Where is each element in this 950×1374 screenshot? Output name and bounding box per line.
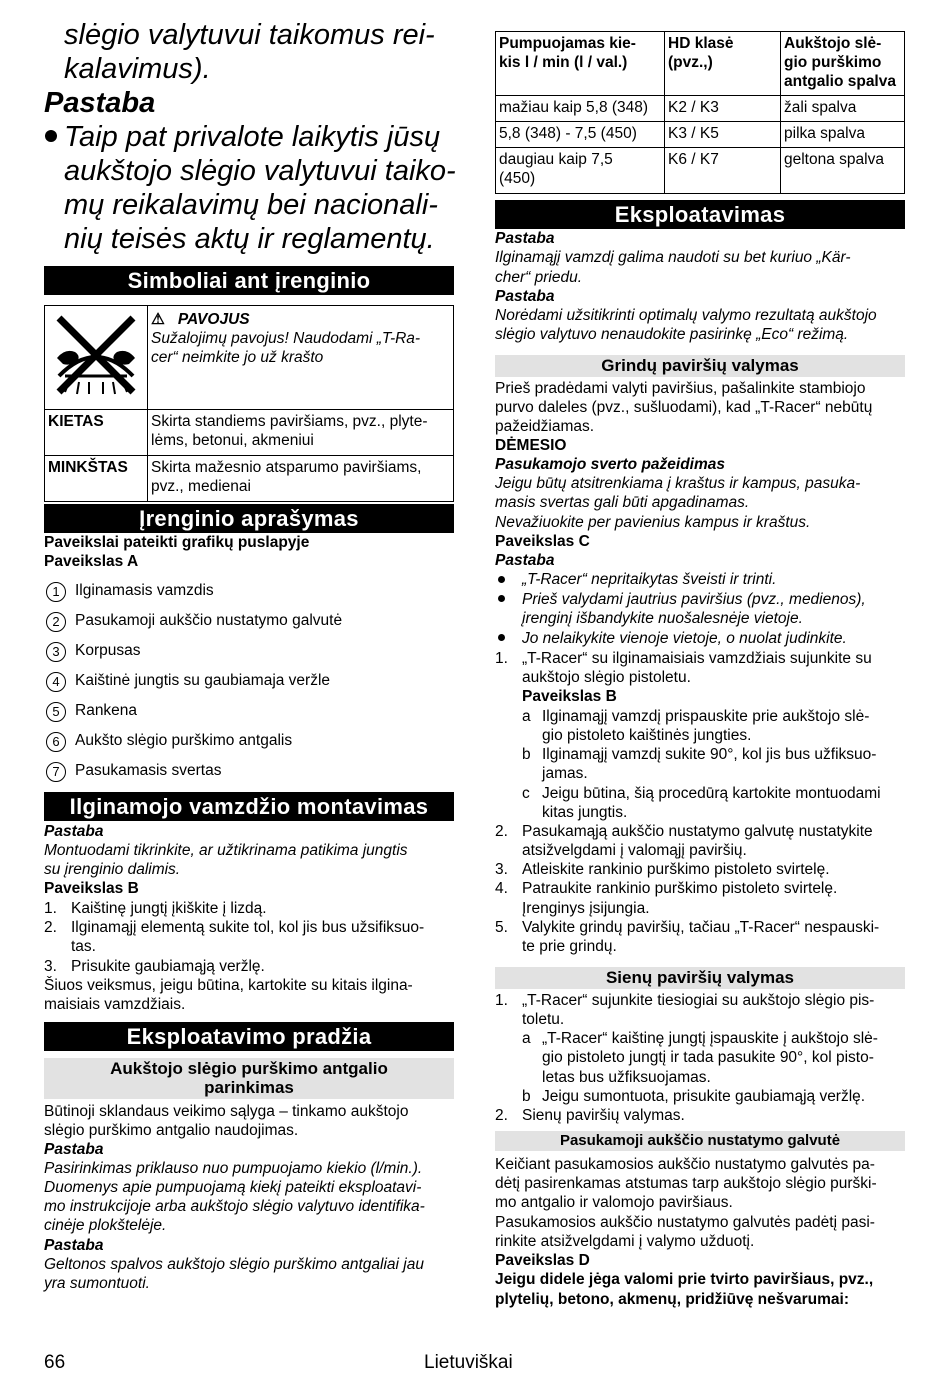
part-label: Ilginamasis vamzdis: [75, 582, 214, 599]
table-cell: mažiau kaip 5,8 (348): [496, 96, 665, 122]
danger-title: PAVOJUS: [177, 311, 250, 328]
table-cell: K2 / K3: [665, 96, 781, 122]
part-number-badge: 7: [46, 762, 66, 782]
step-text: „T-Racer“ su ilginamaisiais vamzdžiais sujunkite su: [522, 650, 872, 667]
section-heading-symbols: Simboliai ant įrenginio: [44, 266, 454, 295]
bold-instruction: plytelių, betono, akmenų, pridžiūvę nešvarumai:: [495, 1291, 849, 1308]
step-number: 2.: [495, 823, 508, 840]
intro-note-line: aukštojo slėgio valytuvui taiko-: [64, 155, 456, 187]
body-text: Šiuos veiksmus, jeigu būtina, kartokite su kitais ilgina-: [44, 977, 413, 994]
step-text: Patraukite rankinio purškimo pistoleto svirtelę.: [522, 880, 838, 897]
step-text: Sienų paviršių valymas.: [522, 1107, 685, 1124]
section-heading-operation: Eksploatavimas: [495, 200, 905, 229]
note-bullet-text: Jo nelaikykite vienoje vietoje, o nuolat judinkite.: [522, 630, 847, 647]
figure-reference: Paveikslai pateikti grafikų puslapyje: [44, 534, 310, 551]
figure-reference: Paveikslas C: [495, 533, 590, 550]
step-text: Valykite grindų paviršių, tačiau „T-Racer“ nespauski-: [522, 919, 880, 936]
note-label: Pastaba: [44, 823, 104, 840]
table-row: [496, 96, 905, 122]
warning-triangle-icon: ⚠: [151, 311, 165, 328]
part-number-badge: 2: [46, 612, 66, 632]
note-text: mo instrukcijoje arba aukštojo slėgio valytuvo identifika-: [44, 1198, 425, 1215]
note-label: Pastaba: [44, 1237, 104, 1254]
step-number: 1.: [495, 992, 508, 1009]
note-text: yra sumontuoti.: [44, 1275, 150, 1292]
attention-text: Jeigu būtų atsitrenkiama į kraštus ir kampus, pasuka-: [495, 475, 861, 492]
table-header-line: Aukštojo slė-: [784, 35, 882, 52]
step-text: tas.: [71, 938, 96, 955]
table-header-line: antgalio spalva: [784, 73, 896, 90]
substep-text: jamas.: [542, 765, 588, 782]
step-text: aukštojo slėgio pistoletu.: [522, 669, 691, 686]
body-text: pažeidžiamas.: [495, 418, 595, 435]
table-header-cell: [781, 32, 905, 96]
table-cell: pilka spalva: [781, 122, 905, 148]
step-number: 3.: [44, 958, 57, 975]
body-text: maisiais vamzdžiais.: [44, 996, 186, 1013]
note-text: Ilginamąjį vamzdį galima naudoti su bet kuriuo „Kär-: [495, 249, 851, 266]
step-text: „T-Racer“ sujunkite tiesiogiai su aukštojo slėgio pis-: [522, 992, 875, 1009]
symbol-description-line: Skirta standiems paviršiams, pvz., plyte-: [151, 413, 428, 430]
note-text: su įrenginio dalimis.: [44, 861, 181, 878]
step-text: Atleiskite rankinio purškimo pistoleto svirtelę.: [522, 861, 830, 878]
note-bullet-text: Prieš valydami jautrius paviršius (pvz., medienos),: [522, 591, 866, 608]
intro-line: slėgio valytuvui taikomus rei-: [64, 19, 435, 51]
table-row: [496, 122, 905, 148]
symbol-description-line: lėms, betonui, akmeniui: [151, 432, 314, 449]
step-text: Įrenginys įsijungia.: [522, 900, 650, 917]
table-cell-line: daugiau kaip 7,5: [499, 151, 613, 168]
substep-letter: a: [522, 1030, 531, 1047]
subsection-heading-line: Aukštojo slėgio purškimo antgalio: [110, 1059, 388, 1078]
danger-text: Sužalojimų pavojus! Naudodami „T-Ra-: [151, 330, 421, 347]
table-cell: žali spalva: [781, 96, 905, 122]
nozzle-table: [495, 31, 905, 194]
part-label: Rankena: [75, 702, 138, 719]
step-number: 5.: [495, 919, 508, 936]
part-number-badge: 6: [46, 732, 66, 752]
do-not-hold-by-edge-icon: [49, 308, 143, 402]
note-label: Pastaba: [495, 552, 555, 569]
substep-text: Jeigu būtina, šią procedūrą kartokite montuodami: [542, 785, 881, 802]
step-text: atsižvelgdami į valomąjį paviršių.: [522, 842, 747, 859]
table-cell-line: (450): [499, 170, 536, 187]
step-text: te prie grindų.: [522, 938, 617, 955]
body-text: dėtį pasirenkamas atstumas tarp aukštojo slėgio purški-: [495, 1175, 877, 1192]
note-text: slėgio valytuvo nenaudokite pasirinkę „Eco“ režimą.: [495, 326, 849, 343]
subsection-heading-rotary: Pasukamoji aukščio nustatymo galvutė: [495, 1131, 905, 1151]
note-label: Pastaba: [495, 230, 555, 247]
bullet-icon: [498, 595, 505, 602]
symbol-key: MINKŠTAS: [45, 456, 148, 502]
bullet-icon: [498, 576, 505, 583]
symbol-key: KIETAS: [45, 410, 148, 456]
table-cell: 5,8 (348) - 7,5 (450): [496, 122, 665, 148]
section-heading-mounting: Ilginamojo vamzdžio montavimas: [44, 792, 454, 821]
substep-text: gio pistoleto jungtį ir tada pasukite 90°, kol pisto-: [542, 1049, 874, 1066]
substep-text: Ilginamąjį vamzdį sukite 90°, kol jis bus užfiksuo-: [542, 746, 877, 763]
substep-letter: b: [522, 746, 531, 763]
attention-text: Nevažiuokite per pavienius kampus ir kraštus.: [495, 514, 811, 531]
body-text: Būtinoji sklandaus veikimo sąlyga – tinkamo aukštojo: [44, 1103, 409, 1120]
step-number: 2.: [495, 1107, 508, 1124]
note-text: cinėje plokštelėje.: [44, 1217, 167, 1234]
table-cell: [496, 148, 665, 194]
symbol-image-cell: [45, 306, 148, 410]
substep-letter: b: [522, 1088, 531, 1105]
section-heading-start: Eksploatavimo pradžia: [44, 1022, 454, 1051]
table-header-line: gio purškimo: [784, 54, 882, 71]
symbols-table: [44, 305, 454, 502]
symbol-description-line: pvz., medienai: [151, 478, 251, 495]
table-header-line: HD klasė: [668, 35, 734, 52]
body-text: Prieš pradėdami valyti paviršius, pašalinkite stambiojo: [495, 380, 866, 397]
table-cell: K3 / K5: [665, 122, 781, 148]
note-text: Geltonos spalvos aukštojo slėgio purškimo antgaliai jau: [44, 1256, 424, 1273]
table-cell: K6 / K7: [665, 148, 781, 194]
note-label: Pastaba: [44, 1141, 104, 1158]
table-header-cell: [665, 32, 781, 96]
part-label: Pasukamoji aukščio nustatymo galvutė: [75, 612, 343, 629]
page-number: 66: [44, 1352, 66, 1373]
attention-text: masis svertas gali būti apgadinamas.: [495, 494, 750, 511]
subsection-heading-floor: Grindų paviršių valymas: [495, 355, 905, 377]
substep-text: Jeigu sumontuota, prisukite gaubiamąją veržlę.: [542, 1088, 866, 1105]
table-header-cell: [496, 32, 665, 96]
figure-reference: Paveikslas B: [522, 688, 617, 705]
intro-note-line: mų reikalavimų bei nacionali-: [64, 189, 438, 221]
intro-note-line: nių teisės aktų ir reglamentų.: [64, 223, 435, 255]
substep-letter: c: [522, 785, 530, 802]
step-text: toletu.: [522, 1011, 565, 1028]
note-bullet-text: „T-Racer“ nepritaikytas šveisti ir trinti.: [522, 571, 777, 588]
part-label: Kaištinė jungtis su gaubiamaja veržle: [75, 672, 331, 689]
body-text: Keičiant pasukamosios aukščio nustatymo galvutės pa-: [495, 1156, 875, 1173]
body-text: slėgio purškimo antgalio naudojimas.: [44, 1122, 299, 1139]
substep-text: letas bus užfiksuojamas.: [542, 1069, 711, 1086]
step-number: 2.: [44, 919, 57, 936]
part-number-badge: 4: [46, 672, 66, 692]
step-text: Pasukamąją aukščio nustatymo galvutę nustatykite: [522, 823, 873, 840]
step-text: Prisukite gaubiamąją veržlę.: [71, 958, 265, 975]
substep-text: kitas jungtis.: [542, 804, 628, 821]
substep-text: „T-Racer“ kaištinę jungtį įspauskite į aukštojo slė-: [542, 1030, 878, 1047]
bold-instruction: Jeigu didele jėga valomi prie tvirto paviršiaus, pvz.,: [495, 1271, 874, 1288]
footer-language: Lietuviškai: [424, 1352, 513, 1373]
danger-title-row: [151, 310, 450, 329]
step-text: Kaištinę jungtį įkiškite į lizdą.: [71, 900, 267, 917]
danger-text: cer“ neimkite jo už krašto: [151, 349, 324, 366]
note-text: cher“ priedu.: [495, 269, 583, 286]
note-text: Norėdami užsitikrinti optimalų valymo rezultatą aukštojo: [495, 307, 877, 324]
symbol-description: [148, 410, 454, 456]
figure-reference: Paveikslas D: [495, 1252, 590, 1269]
table-header-line: kis l / min (l / val.): [499, 54, 628, 71]
step-number: 1.: [44, 900, 57, 917]
symbol-description-line: Skirta mažesnio atsparumo paviršiams,: [151, 459, 422, 476]
body-text: Pasukamosios aukščio nustatymo galvutės padėtį pasi-: [495, 1214, 875, 1231]
step-number: 4.: [495, 880, 508, 897]
substep-letter: a: [522, 708, 531, 725]
figure-reference: Paveikslas B: [44, 880, 139, 897]
note-text: Duomenys apie pumpuojamą kiekį pateikti eksploatavi-: [44, 1179, 422, 1196]
intro-line: kalavimus).: [64, 53, 211, 85]
substep-text: Ilginamąjį vamzdį prispauskite prie aukštojo slė-: [542, 708, 870, 725]
table-header-line: (pvz.,): [668, 54, 713, 71]
note-label: Pastaba: [495, 288, 555, 305]
symbol-description: [148, 456, 454, 502]
substep-text: gio pistoleto kaištinės jungties.: [542, 727, 752, 744]
part-number-badge: 3: [46, 642, 66, 662]
table-row: [496, 148, 905, 194]
part-number-badge: 1: [46, 582, 66, 602]
subsection-heading-nozzle: [44, 1058, 454, 1099]
body-text: purvo daleles (pvz., sušluodami), kad „T-Racer“ nebūtų: [495, 399, 873, 416]
bullet-icon: [45, 130, 57, 142]
step-number: 3.: [495, 861, 508, 878]
figure-reference: Paveikslas A: [44, 553, 139, 570]
part-label: Aukšto slėgio purškimo antgalis: [75, 732, 293, 749]
note-text: Montuodami tikrinkite, ar užtikrinama patikima jungtis: [44, 842, 408, 859]
subsection-heading-wall: Sienų paviršių valymas: [495, 967, 905, 989]
step-text: Ilginamąjį elementą sukite tol, kol jis bus užsifiksuo-: [71, 919, 425, 936]
body-text: mo antgalio ir valomojo paviršiaus.: [495, 1194, 733, 1211]
part-number-badge: 5: [46, 702, 66, 722]
section-heading-description: Įrenginio aprašymas: [44, 504, 454, 533]
danger-cell: [148, 306, 454, 410]
note-text: Pasirinkimas priklauso nuo pumpuojamo kiekio (l/min.).: [44, 1160, 423, 1177]
part-label: Pasukamasis svertas: [75, 762, 222, 779]
table-cell: geltona spalva: [781, 148, 905, 194]
table-header-line: Pumpuojamas kie-: [499, 35, 636, 52]
attention-label: DĖMESIO: [495, 437, 567, 454]
step-number: 1.: [495, 650, 508, 667]
subsection-heading-line: parinkimas: [204, 1078, 294, 1097]
note-bullet-text: įrenginį išbandykite nuošalesnėje vietoje.: [522, 610, 803, 627]
intro-note-label: Pastaba: [44, 87, 156, 119]
attention-title: Pasukamojo sverto pažeidimas: [495, 456, 726, 473]
intro-note-line: Taip pat privalote laikytis jūsų: [64, 121, 441, 153]
part-label: Korpusas: [75, 642, 141, 659]
body-text: rinkite atsižvelgdami į valymo užduotį.: [495, 1233, 755, 1250]
bullet-icon: [498, 634, 505, 641]
